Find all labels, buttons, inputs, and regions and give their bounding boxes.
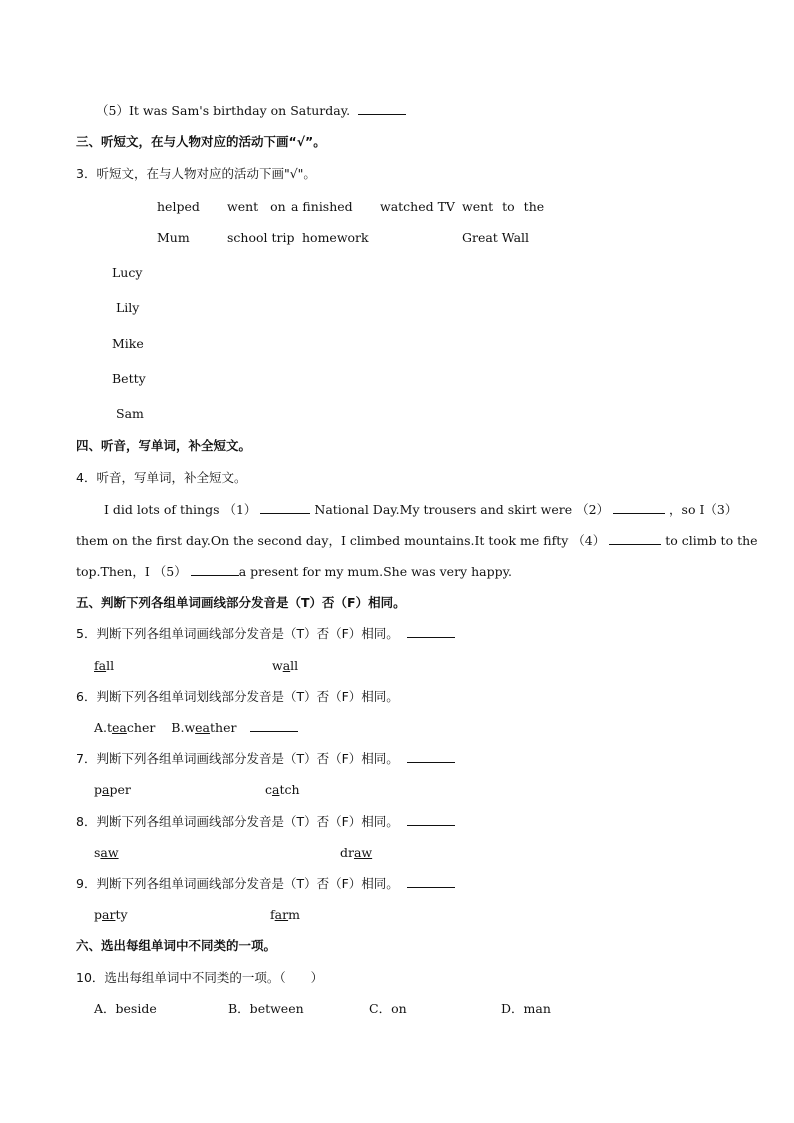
- activity-school-trip: school trip: [227, 230, 295, 245]
- answer-blank-4[interactable]: [609, 533, 661, 545]
- person-sam: Sam: [116, 406, 144, 421]
- activity-great-wall: Great Wall: [462, 230, 530, 245]
- passage-line-3: top.Then，I （5） a present for my mum.She was very happy.: [76, 564, 512, 579]
- answer-blank[interactable]: [407, 814, 455, 826]
- answer-blank[interactable]: [407, 751, 455, 763]
- activity-a-finished: a finished: [291, 199, 353, 214]
- passage-line-1: I did lots of things （1） National Day.My trousers and skirt were （2） ，so I（3）: [104, 502, 738, 517]
- section-6-heading: 六、选出每组单词中不同类的一项。: [76, 938, 277, 953]
- question-6: 6．判断下列各组单词划线部分发音是（T）否（F）相同。: [76, 689, 399, 704]
- activity-went-on: went on: [227, 199, 286, 214]
- q7-word-1: paper: [94, 782, 131, 797]
- person-mike: Mike: [112, 336, 144, 351]
- question-9: 9．判断下列各组单词画线部分发音是（T）否（F）相同。: [76, 876, 455, 892]
- activity-watched-tv: watched TV: [380, 199, 455, 214]
- q2-item-5: （5）It was Sam's birthday on Saturday.: [96, 103, 406, 119]
- answer-blank[interactable]: [250, 720, 298, 732]
- q8-word-2: draw: [340, 845, 373, 860]
- question-10: 10．选出每组单词中不同类的一项。（ ）: [76, 970, 324, 985]
- section-5-heading: 五、判断下列各组单词画线部分发音是（T）否（F）相同。: [76, 595, 406, 610]
- q5-word-1: fall: [94, 658, 115, 673]
- question-7: 7．判断下列各组单词画线部分发音是（T）否（F）相同。: [76, 751, 455, 767]
- person-lucy: Lucy: [112, 265, 143, 280]
- answer-blank[interactable]: [407, 876, 455, 888]
- q6-options: A.teacher B.weather: [94, 720, 298, 736]
- answer-blank-1[interactable]: [260, 502, 310, 514]
- person-lily: Lily: [116, 300, 140, 315]
- question-5: 5．判断下列各组单词画线部分发音是（T）否（F）相同。: [76, 626, 455, 642]
- q9-word-2: farm: [270, 907, 300, 922]
- option-b[interactable]: B．between: [228, 1001, 304, 1016]
- answer-blank-5[interactable]: [191, 564, 239, 576]
- option-c[interactable]: C．on: [369, 1001, 407, 1016]
- activity-homework: homework: [302, 230, 369, 245]
- activity-mum: Mum: [157, 230, 190, 245]
- question-8: 8．判断下列各组单词画线部分发音是（T）否（F）相同。: [76, 814, 455, 830]
- activity-went-to-the: went to the: [462, 199, 545, 214]
- question-4: 4．听音，写单词，补全短文。: [76, 470, 247, 485]
- q9-word-1: party: [94, 907, 128, 922]
- passage-line-2: them on the first day.On the second day，I climbed mountains.It took me fifty （4） to climb to the: [76, 533, 758, 548]
- option-a[interactable]: A．beside: [94, 1001, 157, 1016]
- answer-blank-2[interactable]: [613, 502, 665, 514]
- q5-word-2: wall: [272, 658, 299, 673]
- section-4-heading: 四、听音，写单词，补全短文。: [76, 438, 252, 453]
- section-3-heading: 三、听短文，在与人物对应的活动下画“√”。: [76, 134, 326, 149]
- question-3: 3．听短文，在与人物对应的活动下画"√"。: [76, 166, 316, 181]
- person-betty: Betty: [112, 371, 146, 386]
- q7-word-2: catch: [265, 782, 300, 797]
- option-d[interactable]: D．man: [501, 1001, 551, 1016]
- answer-blank[interactable]: [358, 103, 406, 115]
- q8-word-1: saw: [94, 845, 119, 860]
- answer-blank[interactable]: [407, 626, 455, 638]
- activity-helped: helped: [157, 199, 200, 214]
